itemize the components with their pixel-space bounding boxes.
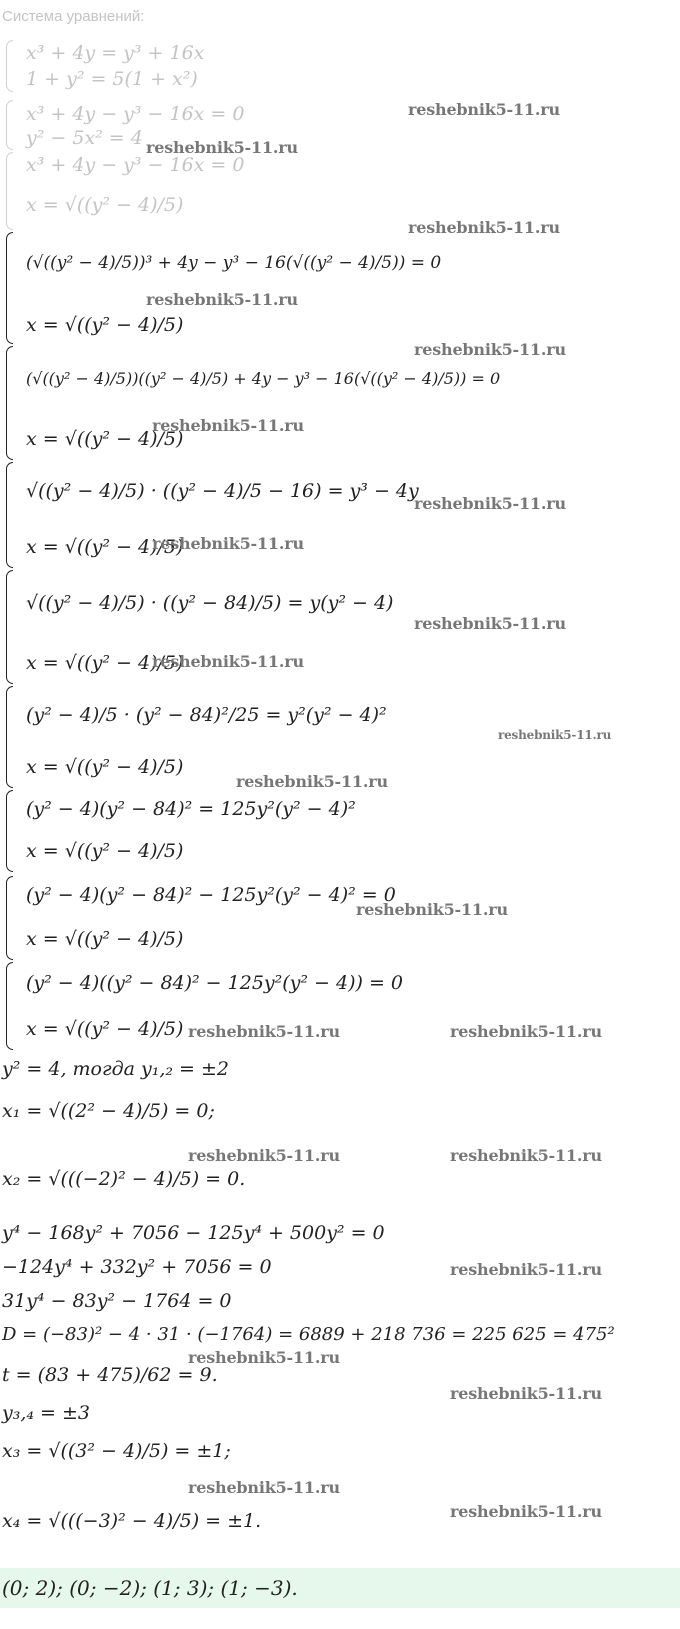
equation-line: x = √((y² − 4)/5) <box>26 1018 184 1040</box>
watermark: reshebnik5-11.ru <box>408 100 560 119</box>
equation-line: (y² − 4)(y² − 84)² − 125y²(y² − 4)² = 0 <box>26 884 396 906</box>
system-brace <box>6 152 13 230</box>
equation-line: x³ + 4y = y³ + 16x <box>26 42 205 64</box>
system-brace <box>6 232 13 344</box>
system-brace <box>6 570 13 684</box>
equation-line: x = √((y² − 4)/5) <box>26 314 184 336</box>
watermark: reshebnik5-11.ru <box>188 1348 340 1367</box>
answer-box <box>0 1568 680 1608</box>
watermark: reshebnik5-11.ru <box>146 290 298 309</box>
watermark: reshebnik5-11.ru <box>356 900 508 919</box>
equation-line: (y² − 4)((y² − 84)² − 125y²(y² − 4)) = 0 <box>26 972 404 994</box>
equation-line: y² − 5x² = 4 <box>26 127 143 149</box>
system-brace <box>6 100 13 150</box>
equation-line: √((y² − 4)/5) · ((y² − 84)/5) = y(y² − 4) <box>26 592 394 614</box>
watermark: reshebnik5-11.ru <box>188 1022 340 1041</box>
equation-line: t = (83 + 475)/62 = 9. <box>2 1364 218 1386</box>
equation-line: (√((y² − 4)/5))³ + 4y − y³ − 16(√((y² − 4)/5)) = 0 <box>26 253 442 273</box>
watermark: reshebnik5-11.ru <box>450 1384 602 1403</box>
watermark: reshebnik5-11.ru <box>152 416 304 435</box>
equation-line: 31y⁴ − 83y² − 1764 = 0 <box>2 1290 232 1312</box>
watermark: reshebnik5-11.ru <box>146 138 298 157</box>
system-brace <box>6 40 13 92</box>
watermark: reshebnik5-11.ru <box>498 728 612 742</box>
watermark: reshebnik5-11.ru <box>414 494 566 513</box>
watermark: reshebnik5-11.ru <box>188 1478 340 1497</box>
watermark: reshebnik5-11.ru <box>188 1146 340 1165</box>
system-brace <box>6 462 13 568</box>
system-brace <box>6 790 13 872</box>
equation-line: 1 + y² = 5(1 + x²) <box>26 68 198 90</box>
equation-line: x³ + 4y − y³ − 16x = 0 <box>26 103 245 125</box>
system-brace <box>6 686 13 788</box>
watermark: reshebnik5-11.ru <box>450 1502 602 1521</box>
equation-line: x = √((y² − 4)/5) <box>26 536 184 558</box>
watermark: reshebnik5-11.ru <box>236 772 388 791</box>
system-brace <box>6 346 13 460</box>
equation-line: x₃ = √((3² − 4)/5) = ±1; <box>2 1440 231 1462</box>
equation-line: (y² − 4)(y² − 84)² = 125y²(y² − 4)² <box>26 798 356 820</box>
equation-line: x₁ = √((2² − 4)/5) = 0; <box>2 1100 215 1122</box>
equation-line: −124y⁴ + 332y² + 7056 = 0 <box>2 1256 272 1278</box>
watermark: reshebnik5-11.ru <box>152 652 304 671</box>
system-brace <box>6 962 13 1050</box>
equation-line: x₂ = √(((−2)² − 4)/5) = 0. <box>2 1168 246 1190</box>
equation-line: x = √((y² − 4)/5) <box>26 840 184 862</box>
equation-line: y² = 4, тогда y₁,₂ = ±2 <box>2 1058 229 1080</box>
equation-line: (y² − 4)/5 · (y² − 84)²/25 = y²(y² − 4)² <box>26 704 387 726</box>
equation-line: x = √((y² − 4)/5) <box>26 194 184 216</box>
equation-line: x = √((y² − 4)/5) <box>26 652 184 674</box>
system-brace <box>6 876 13 960</box>
equation-line: √((y² − 4)/5) · ((y² − 4)/5 − 16) = y³ − 4y <box>26 480 419 502</box>
equation-line: x = √((y² − 4)/5) <box>26 756 184 778</box>
equation-line: x = √((y² − 4)/5) <box>26 428 184 450</box>
watermark: reshebnik5-11.ru <box>450 1022 602 1041</box>
equation-line: x₄ = √(((−3)² − 4)/5) = ±1. <box>2 1510 262 1532</box>
equation-line: x³ + 4y − y³ − 16x = 0 <box>26 154 245 176</box>
equation-line: D = (−83)² − 4 · 31 · (−1764) = 6889 + 218 736 = 225 625 = 475² <box>2 1324 615 1345</box>
equation-line: (√((y² − 4)/5))((y² − 4)/5) + 4y − y³ − 16(√((y² − 4)/5)) = 0 <box>26 369 501 388</box>
watermark: reshebnik5-11.ru <box>414 614 566 633</box>
watermark: reshebnik5-11.ru <box>414 340 566 359</box>
equation-line: y⁴ − 168y² + 7056 − 125y⁴ + 500y² = 0 <box>2 1222 385 1244</box>
answer-text: (0; 2); (0; −2); (1; 3); (1; −3). <box>2 1576 298 1600</box>
watermark: reshebnik5-11.ru <box>450 1260 602 1279</box>
watermark: reshebnik5-11.ru <box>408 218 560 237</box>
watermark: reshebnik5-11.ru <box>450 1146 602 1165</box>
equation-line: y₃,₄ = ±3 <box>2 1402 91 1424</box>
equation-line: x = √((y² − 4)/5) <box>26 928 184 950</box>
watermark: reshebnik5-11.ru <box>152 534 304 553</box>
heading-system: Система уравнений: <box>2 8 145 25</box>
